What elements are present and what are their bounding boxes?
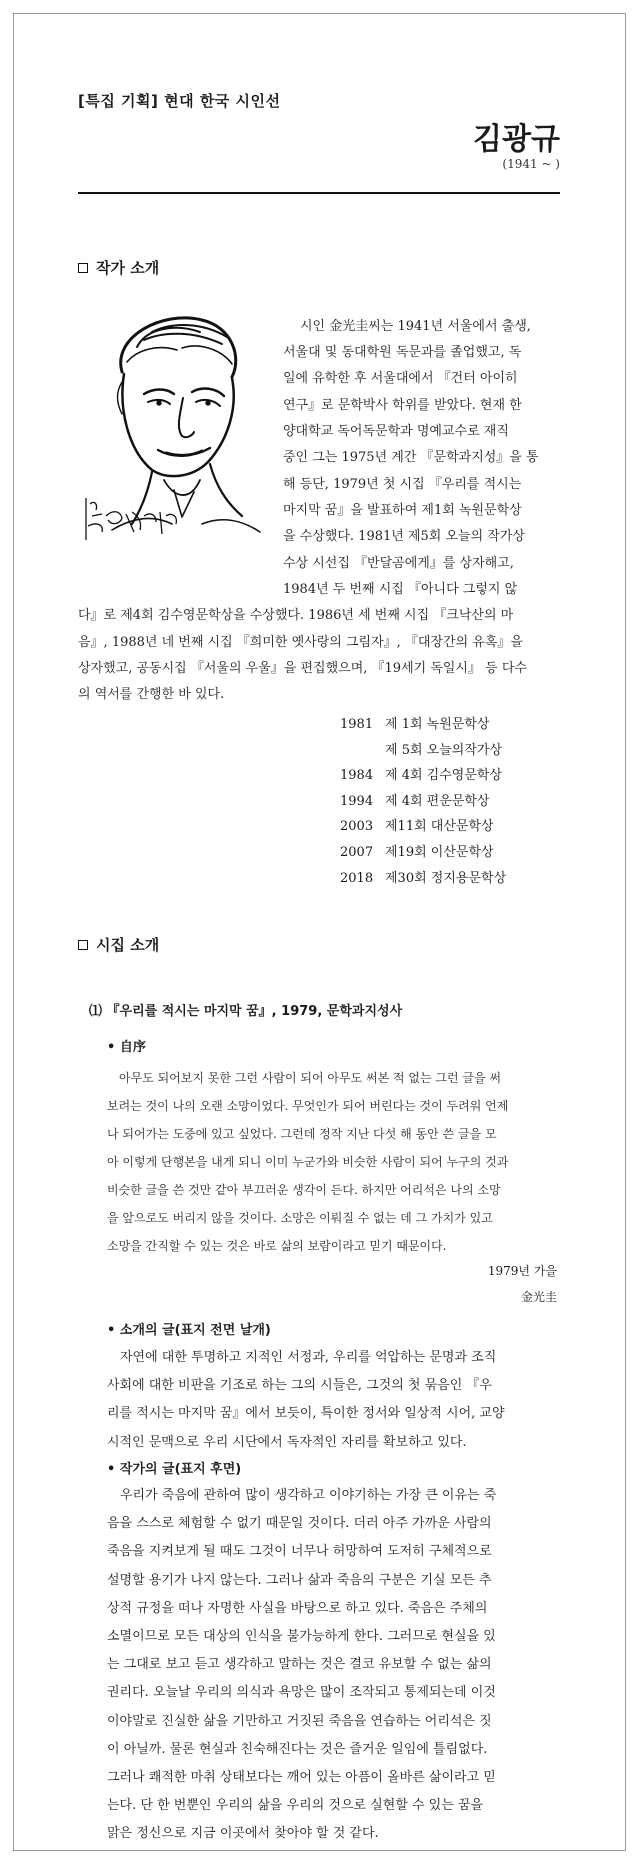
writer-line: 그러나 쾌적한 마취 상태보다는 깨어 있는 아픔이 올바른 삶이라고 믿	[107, 1770, 496, 1786]
preface-line: 아무도 되어보지 못한 그런 사람이 되어 아무도 써본 적 없는 그런 글을 써	[119, 1071, 501, 1085]
award-row	[340, 738, 506, 764]
portrait-signature-scribble	[86, 498, 176, 540]
bio-line: 마지막 꿈』을 발표하여 제1회 녹원문학상	[283, 503, 522, 518]
preface-line: 보려는 것이 나의 오랜 소망이었다. 무엇인가 되어 버린다는 것이 두려워 언제	[107, 1099, 509, 1113]
bio-line: 을 수상했다. 1981년 제5회 오늘의 작가상	[283, 529, 525, 544]
bio-line: 연구』로 문학박사 학위를 받았다. 현재 한	[283, 398, 522, 413]
award-name: 제30회 정지용문학상	[385, 870, 507, 886]
writer-line: 상적 규정을 떠나 자명한 사실을 바탕으로 하고 있다. 죽음은 주체의	[107, 1600, 488, 1616]
writer-line: 는 그대로 보고 듣고 생각하고 말하는 것은 결코 유보할 수 없는 삶의	[107, 1657, 492, 1673]
bio-line: 서울대 및 동대학원 독문과를 졸업했고, 독	[283, 345, 522, 360]
bio-line: 양대학교 독어독문학과 명예교수로 재직	[283, 424, 509, 439]
award-year: 2007	[340, 844, 374, 860]
preface-signature: 金光圭	[520, 1290, 557, 1304]
bio-line: 해 등단, 1979년 첫 시집 『우리를 적시는	[283, 477, 522, 492]
award-row	[340, 763, 506, 789]
book-title: ⑴ 『우리를 적시는 마지막 꿈』, 1979, 문학과지성사	[89, 1004, 403, 1019]
feature-kicker: [특집 기획] 현대 한국 시인선	[78, 92, 281, 110]
writer-line: 소멸이므로 모든 대상의 인식을 불가능하게 한다. 그러므로 현실을 있	[107, 1629, 496, 1645]
writer-line: 죽음을 지켜보게 될 때도 그것이 너무나 허망하여 도저히 구체적으로	[107, 1544, 492, 1560]
preface-text	[107, 1064, 508, 1260]
intro-line: 사회에 대한 비판을 기조로 하는 그의 시들은, 그것의 첫 묶음인 『우	[107, 1378, 492, 1394]
header-divider	[78, 192, 560, 194]
award-name: 제19회 이산문학상	[385, 844, 494, 860]
poet-years: (1941 ~ )	[502, 157, 560, 171]
author-section-title: 작가 소개	[96, 259, 160, 277]
bio-line: 일에 유학한 후 서울대에서 『건터 아이히	[283, 371, 518, 386]
author-section-heading	[78, 257, 159, 278]
award-year	[340, 738, 385, 764]
writer-line: 음을 스스로 체험할 수 없기 때문일 것이다. 더러 아주 가까운 사람의	[107, 1516, 492, 1532]
preface-line: 비슷한 글을 쓴 것만 같아 부끄러운 생각이 든다. 하지만 어리석은 나의 소망	[107, 1183, 501, 1197]
writer-line: 는다. 단 한 번뿐인 우리의 삶을 우리의 것으로 실현할 수 있는 꿈을	[107, 1798, 484, 1814]
award-year: 1994	[340, 793, 374, 809]
preface-label: • 自序	[107, 1040, 146, 1055]
collection-section-heading	[78, 934, 159, 955]
award-name: 제 4회 김수영문학상	[385, 768, 502, 784]
bio-line: 다』로 제4회 김수영문학상을 수상했다. 1986년 세 번째 시집 『크낙산의 마	[78, 608, 514, 623]
award-row	[340, 712, 506, 738]
intro-text	[107, 1344, 505, 1457]
writer-line: 이 아닐까. 물론 현실과 친숙해진다는 것은 즐거운 일임에 틀림없다.	[107, 1741, 488, 1757]
award-name: 제 5회 오늘의작가상	[385, 742, 502, 758]
bio-line: 수상 시선집 『반달곰에게』를 상자해고,	[283, 556, 514, 571]
bio-line: 중인 그는 1975년 계간 『문학과지성』을 통	[283, 450, 539, 465]
preface-date: 1979년 가을	[487, 1264, 557, 1278]
writer-line: 맑은 정신으로 지금 이곳에서 찾아야 할 것 같다.	[107, 1826, 379, 1842]
writer-line: 우리가 죽음에 관하여 많이 생각하고 이야기하는 가장 큰 이유는 죽	[120, 1488, 497, 1503]
award-year: 1981	[340, 717, 374, 732]
award-year: 1984	[340, 768, 374, 784]
square-bullet-icon	[78, 940, 88, 950]
poet-portrait-sketch	[82, 302, 268, 546]
award-row	[340, 814, 506, 840]
writer-line: 설명할 용기가 나지 않는다. 그러나 삶과 죽음의 구분은 기실 모든 추	[107, 1572, 492, 1588]
award-name: 제11회 대산문학상	[385, 819, 494, 835]
bio-line: 1984년 두 번째 시집 『아니다 그렇지 않	[283, 582, 518, 597]
bio-line: 상자했고, 공동시집 『서울의 우울』을 편집했으며, 『19세기 독일시』 등 다수	[78, 661, 527, 676]
award-name: 제 1회 녹원문학상	[385, 717, 490, 732]
bio-line: 음』, 1988년 네 번째 시집 『희미한 옛사랑의 그림자』, 『대장간의 유혹』을	[78, 635, 523, 650]
writer-note-label: • 작가의 글(표지 후면)	[107, 1462, 242, 1477]
bio-line: 시인 金光圭씨는 1941년 서울에서 출생,	[300, 319, 531, 334]
writer-note-text	[107, 1482, 496, 1849]
preface-line: 을 앞으로도 버리지 않을 것이다. 소망은 이뤄질 수 없는 데 그 가치가 있고	[107, 1211, 493, 1225]
award-row	[340, 866, 506, 892]
square-bullet-icon	[78, 263, 88, 273]
preface-line: 아 이렇게 단행본을 내게 되니 이미 누군가와 비슷한 사람이 되어 누구의 것과	[107, 1155, 509, 1169]
award-year: 2018	[340, 870, 374, 886]
writer-line: 이야말로 진실한 삶을 기만하고 거짓된 죽음을 연습하는 어리석은 짓	[107, 1713, 492, 1729]
intro-line: 자연에 대한 투명하고 지적인 서정과, 우리를 억압하는 문명과 조직	[120, 1350, 497, 1365]
award-name: 제 4회 편운문학상	[385, 793, 490, 809]
writer-line: 권리다. 오늘날 우리의 의식과 욕망은 많이 조작되고 통제되는데 이것	[107, 1685, 496, 1701]
award-row	[340, 789, 506, 815]
preface-line: 소망을 간직할 수 있는 것은 바로 삶의 보람이라고 믿기 때문이다.	[107, 1239, 447, 1253]
poet-name-title: 김광규	[473, 122, 560, 157]
intro-line: 시적인 문맥으로 우리 시단에서 독자적인 자리를 확보하고 있다.	[107, 1434, 467, 1450]
awards-list	[340, 712, 506, 891]
collection-section-title: 시집 소개	[96, 936, 160, 954]
intro-line: 리를 적시는 마지막 꿈』에서 보듯이, 특이한 정서와 일상적 시어, 교양	[107, 1406, 505, 1422]
award-row	[340, 840, 506, 866]
bio-line: 의 역서를 간행한 바 있다.	[78, 687, 225, 702]
intro-label: • 소개의 글(표지 전면 날개)	[107, 1323, 271, 1338]
award-year: 2003	[340, 819, 374, 835]
preface-line: 나 되어가는 도중에 있고 싶었다. 그런데 정작 지난 다섯 해 동안 쓴 글을 모	[107, 1127, 497, 1141]
